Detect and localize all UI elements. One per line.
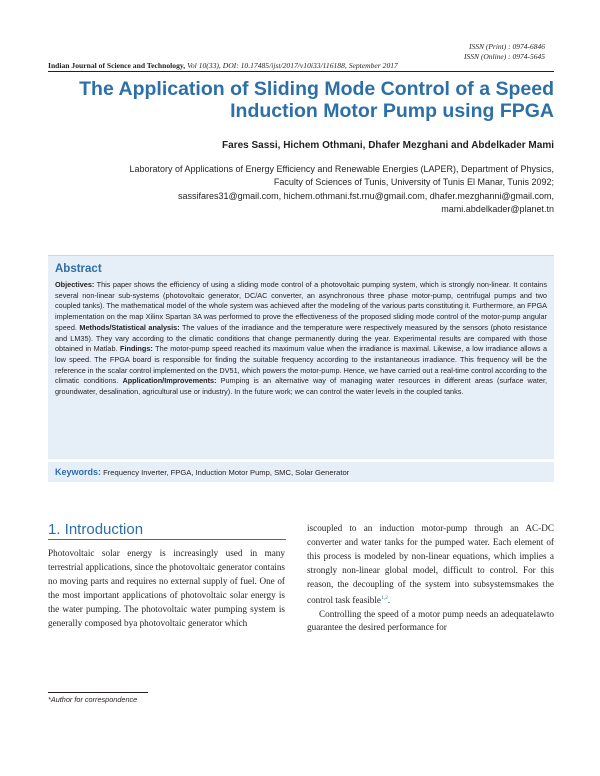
affiliation-line: Laboratory of Applications of Energy Efficiency and Renewable Energies (LAPER), Department of Physics, [129,164,554,174]
footnote: *Author for correspondence [48,695,138,704]
journal-details: Vol 10(33), DOI: 10.17485/ijst/2017/v10i33/116188, September 2017 [187,61,398,70]
journal-citation [48,61,398,70]
affiliation-line: Faculty of Sciences of Tunis, University of Tunis El Manar, Tunis 2092; [273,177,554,188]
keywords-label: Keywords: [55,467,102,477]
citation-link[interactable]: 1,2 [381,594,388,601]
intro-right-column [307,522,554,635]
application-label: Application/Improvements: [122,376,217,386]
journal-name: Indian Journal of Science and Technology, [48,61,186,70]
issn-print: ISSN (Print) : 0974-6846 [468,42,545,51]
affiliation [84,163,554,217]
objectives-label: Objectives: [55,280,95,289]
abstract-heading: Abstract [55,263,102,275]
issn-online: ISSN (Online) : 0974-5645 [463,52,545,61]
intro-left-column: Photovoltaic solar energy is increasingly used in many terrestrial applications, since the photovoltaic generator contains no moving parts and requires no external supply of fuel. One of the most important applications of photovoltaic solar energy is the water pumping. The photovoltaic water pumping system is generally composed bya photovoltaic generator which [48,548,286,628]
findings-label: Findings: [120,344,153,354]
application-text: Pumping is an alternative way of managing water resources in different areas (surface water, groundwater, desalination, agricultural use or industry). In the future work; we can control the water levels in the coupled tanks. [55,376,548,397]
footnote-divider [48,692,148,693]
author-list: Fares Sassi, Hichem Othmani, Dhafer Mezghani and Abdelkader Mami [222,140,554,151]
findings-text: The motor-pump speed reached its maximum value when the irradiance is maximal. Likewise, a low irradiance allows a low speed. The FPGA board is responsible for finding the suitable frequency according to the instantaneous irradiance. This frequency will be the reference in the scalar control implemented on the DV51, which powers the motor-pump. Hence, we have carried out a real-time control according to the climatic conditions. [55,344,548,386]
author-emails: sassifares31@gmail.com, hichem.othmani.fst.rnu@gmail.com, dhafer.mezghanni@gmail.com, [177,190,554,201]
paper-title: The Application of Sliding Mode Control of a Speed Induction Motor Pump using FPGA [79,78,554,122]
methods-text: The values of the irradiance and the temperature were respectively measured by the sensors (photo resistance and LM35). They vary according to the climatic conditions that change permanently during the year. Experimental results are compared with those obtained in Matlab. [55,322,547,354]
methods-label: Methods/Statistical analysis: [79,322,180,332]
header-divider [48,71,554,72]
intro-paragraph [307,522,554,608]
keywords-text: Frequency Inverter, FPGA, Induction Motor Pump, SMC, Solar Generator [103,468,350,477]
intro-paragraph: Controlling the speed of a motor pump needs an adequatelawto guarantee the desired performance for [307,608,554,633]
keywords [55,467,349,477]
author-emails: mami.abdelkader@planet.tn [441,204,554,215]
objectives-text: This paper shows the efficiency of using a sliding mode control of a photovoltaic pumping system, which is strongly non-linear. It contains several non-linear sub-systems (photovoltaic generator, DC/AC converter, an asynchronous three phase motor-pump, centrifugal pumps and two coupled tanks). The mathematical model of the whole system was achieved after the modeling of the various parts constituting it. Furthermore, an FPGA implementation on the map Xilinx Spartan 3A was performed to prove the effectiveness of the proposed sliding mode control of the motor-pump angular speed. [55,280,547,332]
intro-paragraph-text: iscoupled to an induction motor-pump through an AC-DC converter and water tanks for the pumped water. Each element of this process is modeled by non-linear equations, which implies a strongly non-linear global model, difficult to control. For this reason, the decoupling of the system into subsystemsmakes the control task feasible [307,523,554,605]
section-heading-introduction: 1. Introduction [48,521,144,538]
section-heading-rule [48,539,286,540]
abstract-body [55,280,547,398]
intro-paragraph-end: . [387,594,391,605]
